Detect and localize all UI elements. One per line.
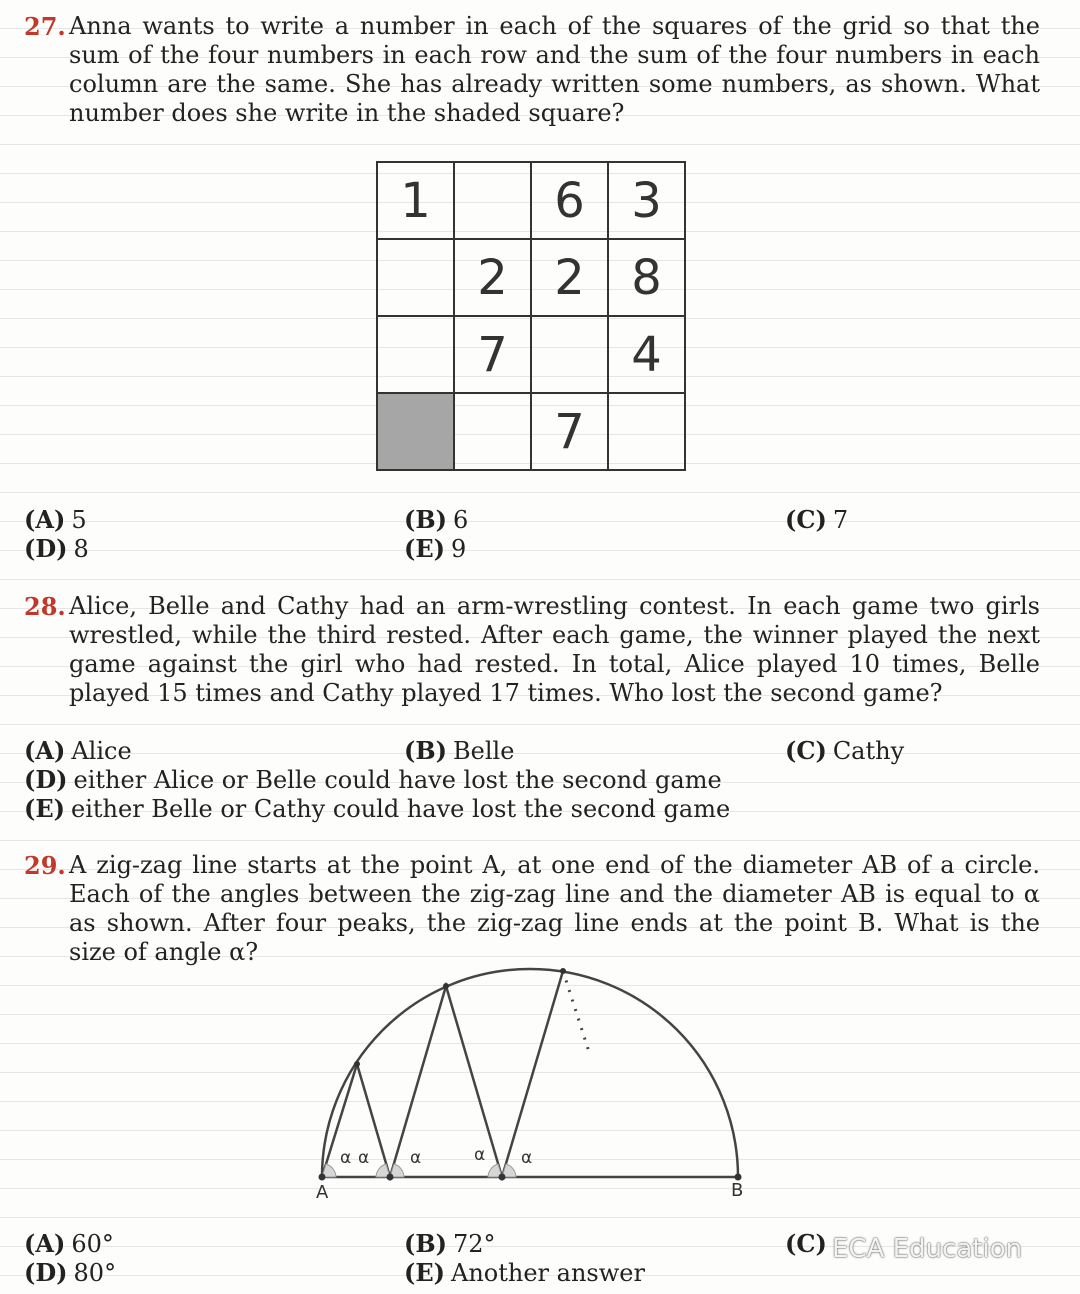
option-letter: (A) (24, 736, 66, 765)
grid-cell: 2 (454, 239, 531, 316)
grid-cell (377, 239, 454, 316)
option-e[interactable] (404, 1258, 645, 1288)
grid-cell: 4 (608, 316, 685, 393)
option-b[interactable] (404, 1229, 496, 1259)
grid-cell (454, 393, 531, 470)
question-29 (24, 851, 1040, 967)
option-value: Cathy (832, 737, 905, 765)
option-value: 8 (73, 535, 89, 563)
option-c[interactable] (785, 505, 848, 535)
point-a-label: A (316, 1182, 329, 1203)
vertex-dot (560, 968, 566, 974)
option-letter: (D) (24, 765, 68, 794)
semicircle-arc (322, 969, 738, 1177)
question-number: 28. (24, 592, 66, 621)
question-number: 29. (24, 851, 66, 880)
grid-cell (377, 316, 454, 393)
option-letter: (B) (404, 505, 447, 534)
option-value: 7 (832, 506, 849, 534)
question-text: Anna wants to write a number in each of the squares of the grid so that the sum of the four numbers in each row and the sum of the four numbers in each column are the same. She has already written some numbers, as shown. What number does she write in the shaded square? (69, 12, 1040, 127)
option-d[interactable] (24, 534, 89, 564)
option-a[interactable] (24, 1229, 114, 1259)
angle-label: α (521, 1148, 533, 1168)
grid-cell: 3 (608, 162, 685, 239)
option-letter: (C) (785, 505, 827, 534)
point-b-label: B (731, 1180, 744, 1201)
option-letter: (C) (785, 1229, 827, 1258)
grid-cell: 7 (531, 393, 608, 470)
vertex-dot (387, 1174, 394, 1181)
angle-label: α (358, 1148, 370, 1168)
zigzag-continuation (563, 971, 590, 1055)
option-value: either Belle or Cathy could have lost the second game (71, 795, 731, 823)
option-letter: (B) (404, 736, 447, 765)
option-value: 80° (73, 1259, 117, 1287)
option-letter: (D) (24, 534, 68, 563)
option-letter: (C) (785, 736, 827, 765)
option-value: Belle (453, 737, 515, 765)
option-b[interactable] (404, 736, 514, 766)
question-text: A zig-zag line starts at the point A, at one end of the diameter AB of a circle. Each of the angles between the zig-zag line and the diameter AB is equal to α as shown. After four peaks, the zig-zag line ends at the point B. What is the size of angle α? (69, 851, 1040, 966)
option-a[interactable] (24, 505, 87, 535)
question-28 (24, 592, 1040, 708)
option-e[interactable] (404, 534, 466, 564)
option-letter: (A) (24, 505, 66, 534)
option-c[interactable] (785, 736, 904, 766)
vertex-dot (319, 1174, 326, 1181)
option-letter: (A) (24, 1229, 66, 1258)
option-a[interactable] (24, 736, 132, 766)
option-value: either Alice or Belle could have lost the second game (73, 766, 722, 794)
number-grid (376, 161, 686, 471)
grid-cell: 2 (531, 239, 608, 316)
zigzag-line (322, 971, 563, 1177)
option-letter: (E) (404, 1258, 446, 1287)
option-value: 9 (451, 535, 467, 563)
question-text: Alice, Belle and Cathy had an arm-wrestling contest. In each game two girls wrestled, while the third rested. After each game, the winner played the next game against the girl who had rested. In total, Alice played 10 times, Belle played 15 times and Cathy played 17 times. Who lost the second game? (69, 592, 1040, 707)
option-value: 6 (453, 506, 469, 534)
grid-cell (608, 393, 685, 470)
question-27 (24, 12, 1040, 128)
option-letter: (E) (24, 794, 66, 823)
option-value: 72° (453, 1230, 496, 1258)
option-letter: (D) (24, 1258, 68, 1287)
grid-cell: 7 (454, 316, 531, 393)
option-d[interactable] (24, 765, 722, 795)
vertex-dot (443, 983, 449, 989)
option-letter: (B) (404, 1229, 447, 1258)
question-number: 27. (24, 12, 66, 41)
option-e[interactable] (24, 794, 730, 824)
vertex-dot (354, 1061, 360, 1067)
option-letter: (E) (404, 534, 446, 563)
grid-cell: 8 (608, 239, 685, 316)
angle-label: α (340, 1148, 352, 1168)
semicircle-zigzag-figure (310, 960, 760, 1205)
watermark: ECA Education (832, 1234, 1023, 1264)
option-value: Alice (71, 737, 132, 765)
option-b[interactable] (404, 505, 468, 535)
option-c[interactable] (785, 1229, 833, 1259)
grid-cell (454, 162, 531, 239)
option-value: 60° (71, 1230, 114, 1258)
angle-label: α (410, 1148, 422, 1168)
option-d[interactable] (24, 1258, 116, 1288)
option-value: Another answer (451, 1259, 645, 1287)
grid-cell: 6 (531, 162, 608, 239)
grid-cell (531, 316, 608, 393)
vertex-dot (499, 1174, 506, 1181)
grid-cell: 1 (377, 162, 454, 239)
angle-label: α (474, 1145, 486, 1165)
shaded-cell[interactable] (377, 393, 454, 470)
option-value: 5 (71, 506, 87, 534)
